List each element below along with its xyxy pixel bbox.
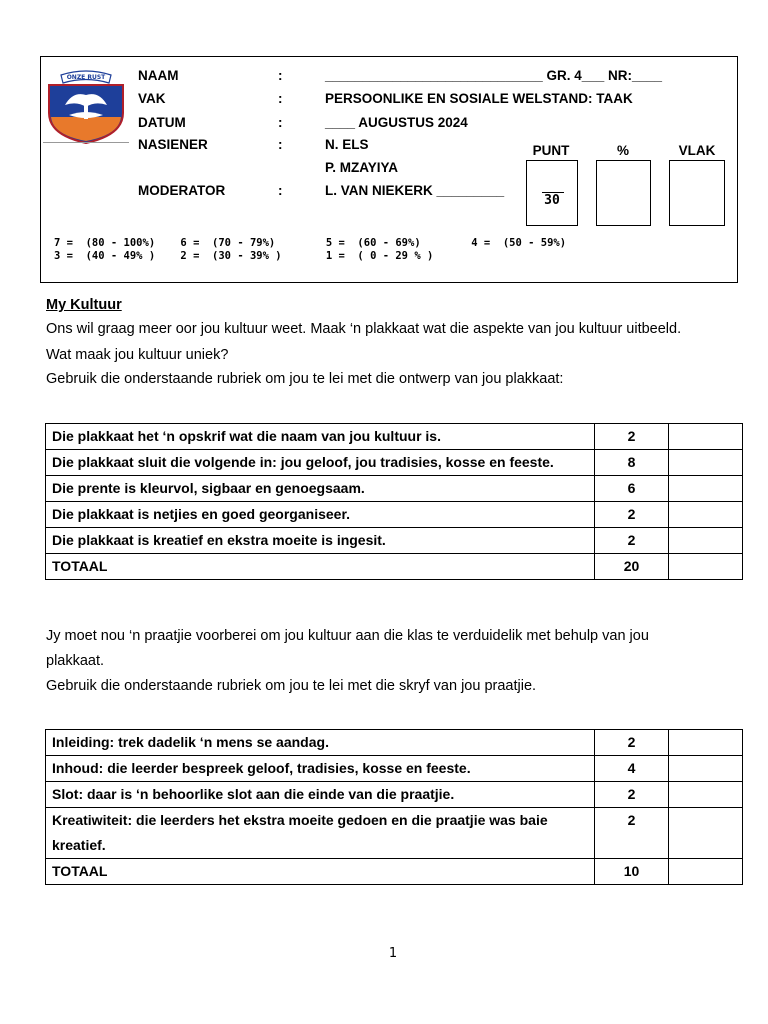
table-row: [46, 450, 743, 476]
criterion-cell: Die plakkaat is netjies en goed georganiseer.: [46, 502, 595, 528]
table-row-total: [46, 859, 743, 885]
instruction-paragraph: Jy moet nou ‘n praatjie voorberei om jou kultuur aan die klas te verduidelik met behulp van jou: [46, 628, 649, 644]
table-row: [46, 528, 743, 554]
colon: :: [278, 68, 283, 83]
criterion-cell: Slot: daar is ‘n behoorlike slot aan die einde van die praatjie.: [46, 782, 595, 808]
page-number: 1: [388, 946, 398, 961]
field-label-vak: VAK: [138, 91, 166, 106]
marker-name-1: N. ELS: [325, 137, 369, 152]
score-cell: [669, 476, 743, 502]
svg-text:ONZE RUST: ONZE RUST: [66, 74, 106, 81]
school-crest-logo: [43, 65, 129, 145]
colon: :: [278, 183, 283, 198]
instruction-paragraph: Gebruik die onderstaande rubriek om jou te lei met die skryf van jou praatjie.: [46, 678, 537, 694]
table-row: [46, 730, 743, 756]
table-row-total: [46, 554, 743, 580]
section-title: My Kultuur: [46, 297, 122, 313]
score-cell: [669, 782, 743, 808]
grading-scale-line-2: 3 = (40 - 49% ) 2 = (30 - 39% ) 1 = ( 0 - 29 % ): [54, 250, 434, 262]
total-label-cell: TOTAAL: [46, 554, 595, 580]
criterion-cell: Die plakkaat sluit die volgende in: jou geloof, jou tradisies, kosse en feeste.: [46, 450, 595, 476]
criterion-cell: Die prente is kleurvol, sigbaar en genoegsaam.: [46, 476, 595, 502]
score-cell: [669, 502, 743, 528]
poster-rubric-table: [45, 423, 743, 580]
total-marks-cell: 10: [595, 859, 669, 885]
criterion-cell: Die plakkaat is kreatief en ekstra moeite is ingesit.: [46, 528, 595, 554]
marks-cell: 2: [595, 730, 669, 756]
criterion-cell: Kreatiwiteit: die leerders het ekstra moeite gedoen en die praatjie was baie kreatief.: [46, 808, 595, 859]
score-cell: [669, 756, 743, 782]
score-cell: [669, 859, 743, 885]
colon: :: [278, 91, 283, 106]
score-cell: [669, 528, 743, 554]
score-cell: [669, 808, 743, 859]
marks-cell: 2: [595, 424, 669, 450]
marks-cell: 8: [595, 450, 669, 476]
field-label-datum: DATUM: [138, 115, 186, 130]
colon: :: [278, 137, 283, 152]
table-row: [46, 808, 743, 859]
score-cell: [669, 554, 743, 580]
table-row: [46, 756, 743, 782]
table-row: [46, 476, 743, 502]
date-value: ____ AUGUSTUS 2024: [325, 115, 468, 130]
score-cell: [669, 424, 743, 450]
vlak-box: [669, 160, 725, 226]
score-cell: [669, 730, 743, 756]
subject-value: PERSOONLIKE EN SOSIALE WELSTAND: TAAK: [325, 91, 633, 106]
table-row: [46, 424, 743, 450]
marks-cell: 4: [595, 756, 669, 782]
punt-box: [526, 160, 578, 226]
percent-box: [596, 160, 651, 226]
field-label-nasiener: NASIENER: [138, 137, 208, 152]
punt-label: PUNT: [532, 143, 570, 158]
header-box: [40, 56, 738, 283]
field-label-moderator: MODERATOR: [138, 183, 226, 198]
instruction-paragraph: Gebruik die onderstaande rubriek om jou te lei met die ontwerp van jou plakkaat:: [46, 371, 564, 387]
criterion-cell: Die plakkaat het ‘n opskrif wat die naam van jou kultuur is.: [46, 424, 595, 450]
marks-cell: 2: [595, 808, 669, 859]
instruction-paragraph: Wat maak jou kultuur uniek?: [46, 347, 229, 363]
name-grade-number-line: _____________________________ GR. 4___ NR:____: [325, 68, 663, 83]
colon: :: [278, 115, 283, 130]
table-row: [46, 502, 743, 528]
marks-cell: 2: [595, 502, 669, 528]
vlak-label: VLAK: [678, 143, 716, 158]
crest-underline: [43, 142, 129, 143]
moderator-value: L. VAN NIEKERK _________: [325, 183, 505, 198]
punt-total: 30: [544, 193, 560, 208]
total-marks-cell: 20: [595, 554, 669, 580]
grading-scale-line-1: 7 = (80 - 100%) 6 = (70 - 79%) 5 = (60 - 69%) 4 = (50 - 59%): [54, 237, 567, 249]
field-label-naam: NAAM: [138, 68, 179, 83]
total-label-cell: TOTAAL: [46, 859, 595, 885]
marks-cell: 2: [595, 782, 669, 808]
speech-rubric-table: [45, 729, 743, 885]
instruction-paragraph: plakkaat.: [46, 653, 105, 669]
instruction-paragraph: Ons wil graag meer oor jou kultuur weet. Maak ‘n plakkaat wat die aspekte van jou kultuur uitbeeld.: [46, 321, 682, 337]
score-cell: [669, 450, 743, 476]
marks-cell: 6: [595, 476, 669, 502]
criterion-cell: Inleiding: trek dadelik ‘n mens se aandag.: [46, 730, 595, 756]
criterion-cell: Inhoud: die leerder bespreek geloof, tradisies, kosse en feeste.: [46, 756, 595, 782]
marker-name-2: P. MZAYIYA: [325, 160, 399, 175]
table-row: [46, 782, 743, 808]
marks-cell: 2: [595, 528, 669, 554]
percent-label: %: [616, 143, 629, 158]
